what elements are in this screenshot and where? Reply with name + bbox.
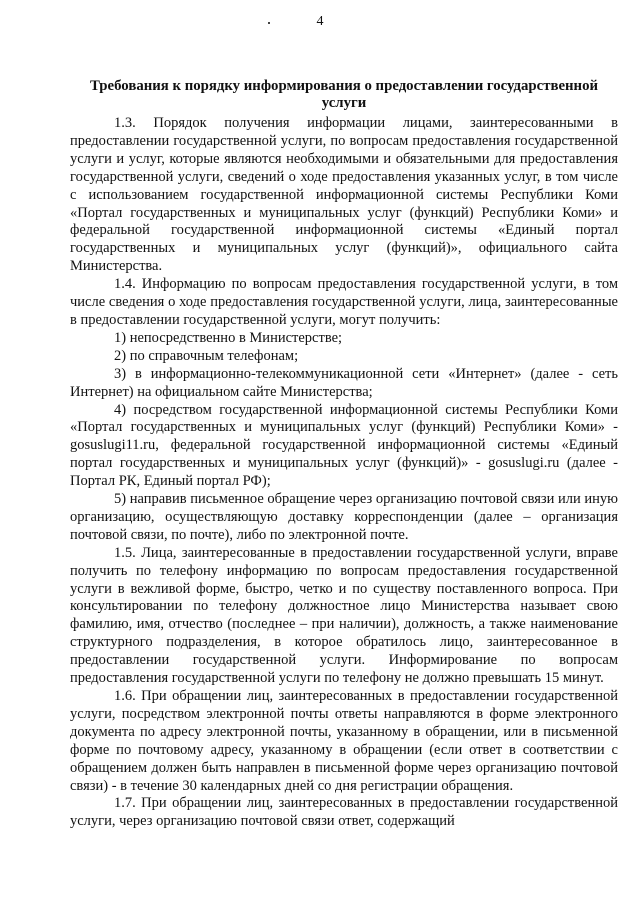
paragraph-1-3: 1.3. Порядок получения информации лицами, заинтересованными в предоставлении государственной услуги, по вопросам предоставления государственной услуги и услуг, которые являются необходимыми и обязательными для предоставления государственной услуги, сведений о ходе предоставления указанных услуг, в том числе с использованием государственной информационной системы Республики Коми «Портал государственных и муниципальных услуг (функций) Республики Коми» и федеральной государственной информационной системы «Единый портал государственных и муниципальных услуг (функций)», официального сайта Министерства. [70,115,618,275]
paragraph-1-7: 1.7. При обращении лиц, заинтересованных в предоставлении государственной услуги, через организацию почтовой связи ответ, содержащий [70,795,618,830]
scan-speck [268,22,270,24]
list-item-3: 3) в информационно-телекоммуникационной сети «Интернет» (далее - сеть Интернет) на официальном сайте Министерства; [70,365,618,400]
list-item-5: 5) направив письменное обращение через организацию почтовой связи или иную организацию, осуществляющую доставку корреспонденции (далее – организация почтовой связи, по почте), либо по электронной почте. [70,491,618,543]
list-item-2: 2) по справочным телефонам; [114,347,299,364]
paragraph-1-6: 1.6. При обращении лиц, заинтересованных в предоставлении государственной услуги, посредством электронной почты ответы направляются в форме электронного документа по адресу электронной почты, указанному в обращении, или в письменной форме по почтовому адресу, указанному в обращении (если ответ в соответствии с обращением должен быть направлен в письменной форме через организацию почтовой связи) - в течение 30 календарных дней со дня регистрации обращения. [70,688,618,794]
list-item-1: 1) непосредственно в Министерстве; [114,329,343,346]
paragraph-1-4: 1.4. Информацию по вопросам предоставления государственной услуги, в том числе сведения о ходе предоставления государственной услуги, лица, заинтересованные в предоставлении государственной услуги, могут получить: [70,276,618,328]
document-body [70,115,618,831]
page-number: 4 [316,14,324,29]
list-item-4: 4) посредством государственной информационной системы Республики Коми «Портал государственных и муниципальных услуг (функций) Республики Коми» - gosuslugi11.ru, федеральной государственной информационной системы «Единый портал государственных и муниципальных услуг (функций)» - gosuslugi.ru (далее - Портал РК, Единый портал РФ); [70,401,618,490]
section-title: Требования к порядку информирования о предоставлении государственной услуги [90,78,598,111]
paragraph-1-5: 1.5. Лица, заинтересованные в предоставлении государственной услуги, вправе получить по телефону информацию по вопросам предоставления государственной услуги в вежливой форме, быстро, четко и по существу поставленного вопроса. При консультировании по телефону должностное лицо Министерства называет свою фамилию, имя, отчество (последнее – при наличии), должность, а также наименование структурного подразделения, в которое обратилось лицо, заинтересованное в предоставлении государственной услуги. Информирование по вопросам предоставления государственной услуги по телефону не должно превышать 15 минут. [70,544,618,687]
